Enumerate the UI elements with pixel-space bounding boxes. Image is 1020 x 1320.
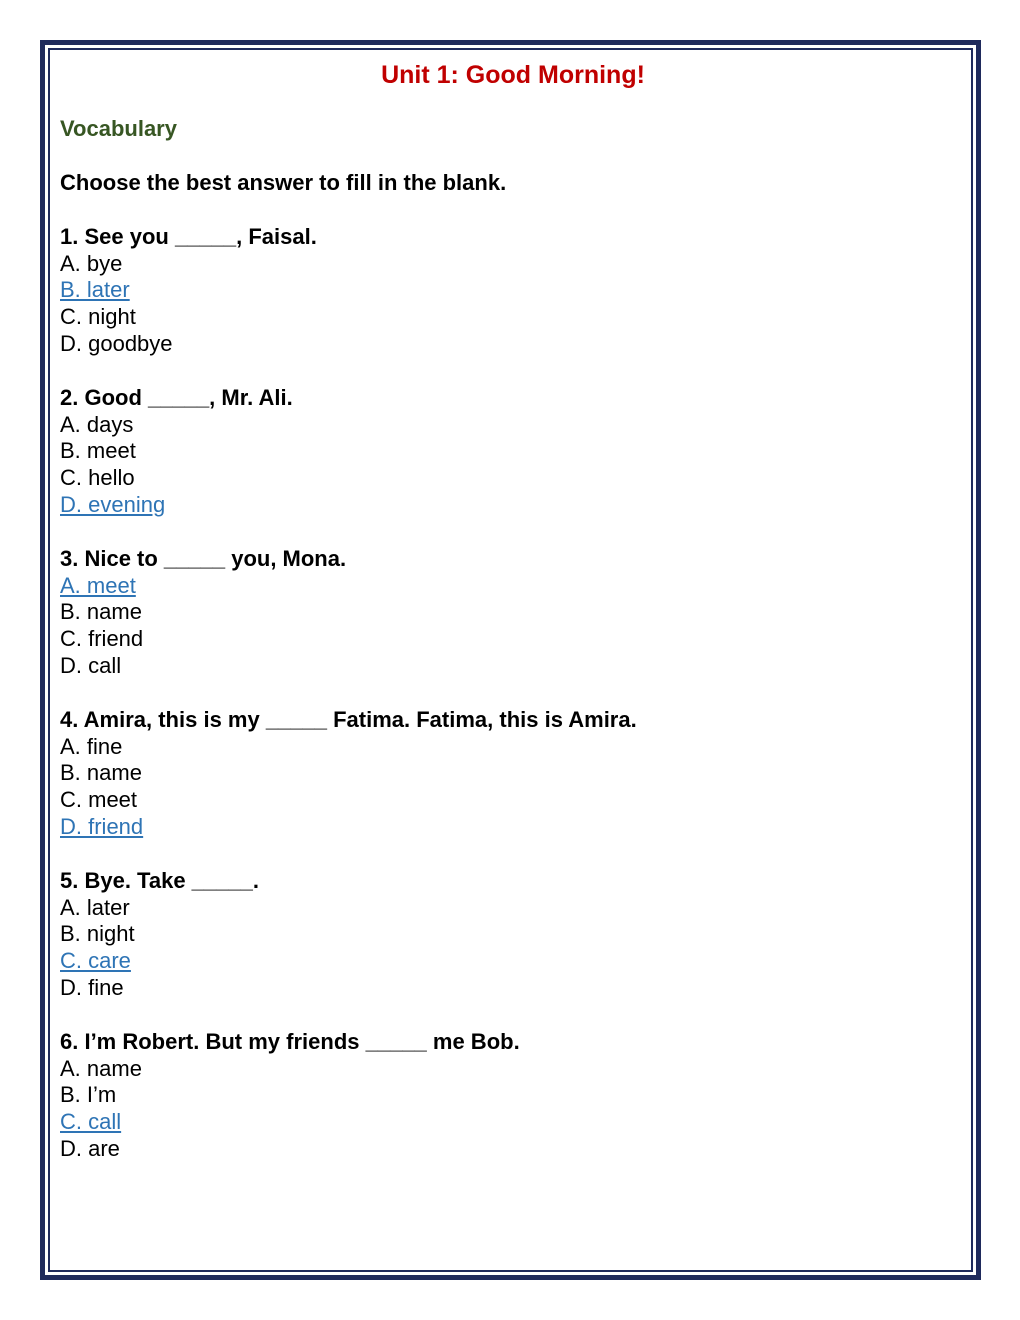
question-text: 6. I’m Robert. But my friends _____ me Bob.	[60, 1029, 520, 1054]
section-heading: Vocabulary	[60, 116, 177, 141]
option-b[interactable]: B. meet	[60, 438, 136, 464]
option-b[interactable]: B. night	[60, 921, 135, 947]
question-5	[60, 868, 960, 1002]
option-c[interactable]: C. hello	[60, 465, 135, 491]
option-c[interactable]: C. care	[60, 948, 131, 974]
option-c[interactable]: C. friend	[60, 626, 144, 652]
question-text: 1. See you _____, Faisal.	[60, 224, 317, 249]
question-4	[60, 707, 960, 841]
option-c[interactable]: C. night	[60, 304, 136, 330]
option-d[interactable]: D. friend	[60, 813, 144, 839]
option-b[interactable]: B. later	[60, 277, 130, 303]
option-d[interactable]: D. are	[60, 1135, 120, 1161]
option-d[interactable]: D. fine	[60, 974, 124, 1000]
option-b[interactable]: B. name	[60, 760, 142, 786]
option-a[interactable]: A. fine	[60, 733, 123, 759]
question-text: 2. Good _____, Mr. Ali.	[60, 385, 293, 410]
question-text: 5. Bye. Take _____.	[60, 868, 259, 893]
option-b[interactable]: B. I’m	[60, 1082, 117, 1108]
question-6	[60, 1029, 960, 1163]
option-c[interactable]: C. call	[60, 1109, 122, 1135]
question-2	[60, 385, 960, 519]
question-3	[60, 546, 960, 680]
page-title: Unit 1: Good Morning!	[381, 61, 645, 89]
option-d[interactable]: D. evening	[60, 491, 166, 517]
question-text: 4. Amira, this is my _____ Fatima. Fatima, this is Amira.	[60, 707, 637, 732]
option-a[interactable]: A. name	[60, 1055, 142, 1081]
option-a[interactable]: A. meet	[60, 572, 136, 598]
question-1	[60, 224, 960, 358]
option-c[interactable]: C. meet	[60, 787, 138, 813]
option-d[interactable]: D. goodbye	[60, 330, 173, 356]
option-a[interactable]: A. later	[60, 894, 130, 920]
instruction-text: Choose the best answer to fill in the blank.	[60, 170, 507, 195]
option-a[interactable]: A. days	[60, 411, 134, 437]
question-text: 3. Nice to _____ you, Mona.	[60, 546, 347, 571]
option-d[interactable]: D. call	[60, 652, 122, 678]
option-a[interactable]: A. bye	[60, 250, 123, 276]
option-b[interactable]: B. name	[60, 599, 142, 625]
